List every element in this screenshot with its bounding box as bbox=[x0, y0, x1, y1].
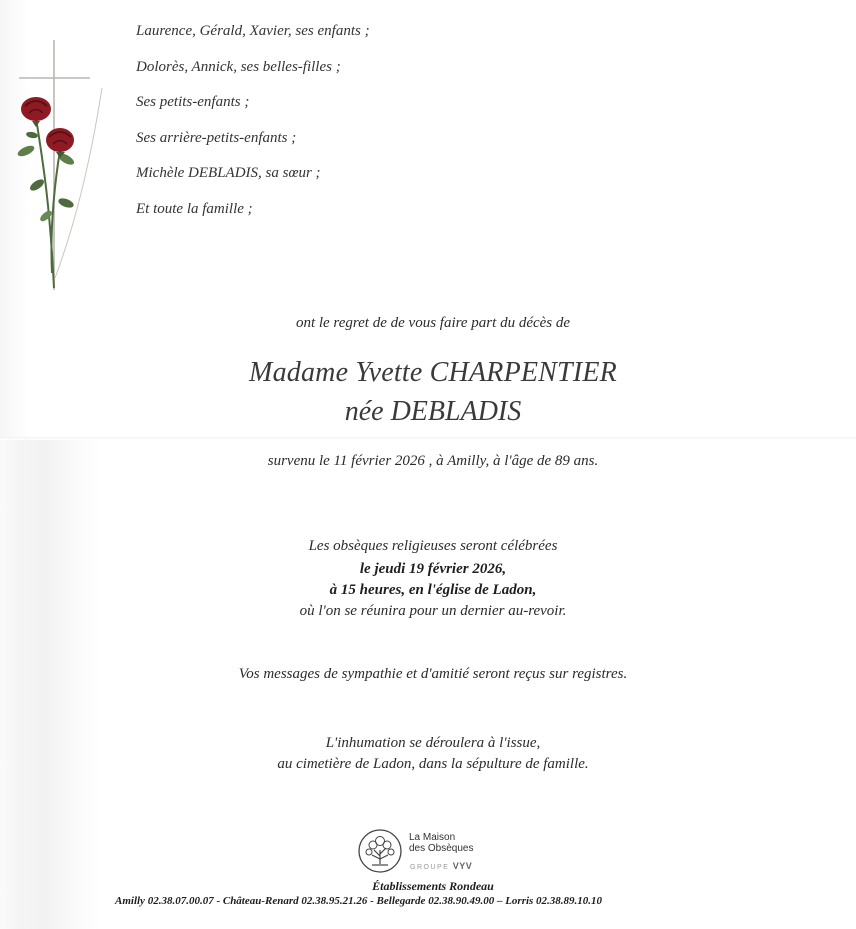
funeral-home-logo bbox=[357, 828, 507, 878]
logo-group-brand: VYV bbox=[452, 861, 473, 871]
family-line: Laurence, Gérald, Xavier, ses enfants ; bbox=[136, 23, 370, 39]
funeral-line: Les obsèques religieuses seront célébrées bbox=[308, 538, 558, 554]
family-list bbox=[136, 24, 370, 237]
family-line: Ses arrière-petits-enfants ; bbox=[136, 129, 297, 146]
cross-with-roses-icon bbox=[10, 38, 105, 293]
page-edge-shadow bbox=[0, 440, 100, 929]
agency-name: Établissements Rondeau bbox=[372, 879, 494, 893]
deceased-maiden-name: née DEBLADIS bbox=[344, 396, 522, 427]
tree-icon bbox=[357, 828, 403, 874]
logo-name: La Maison des Obsèques bbox=[409, 832, 474, 854]
death-info: survenu le 11 février 2026 , à Amilly, à l'âge de 89 ans. bbox=[267, 453, 599, 469]
paper-fold-line bbox=[0, 437, 856, 440]
condolence-messages: Vos messages de sympathie et d'amitié seront reçus sur registres. bbox=[238, 666, 628, 682]
logo-group: GROUPE VYV bbox=[410, 861, 473, 871]
burial-line: L'inhumation se déroulera à l'issue, bbox=[325, 735, 541, 751]
family-line: Michèle DEBLADIS, sa sœur ; bbox=[136, 165, 321, 181]
funeral-line: où l'on se réunira pour un dernier au-revoir. bbox=[299, 603, 567, 619]
funeral-date: le jeudi 19 février 2026, bbox=[359, 561, 507, 577]
agency-contacts: Amilly 02.38.07.00.07 - Château-Renard 02.38.95.21.26 - Bellegarde 02.38.90.49.00 – Lorris 02.38.89.10.10 bbox=[115, 895, 603, 907]
deceased-name: Madame Yvette CHARPENTIER bbox=[249, 357, 617, 388]
announcement-intro: ont le regret de de vous faire part du décès de bbox=[295, 315, 571, 331]
funeral-time-place: à 15 heures, en l'église de Ladon, bbox=[329, 582, 537, 598]
family-line: Dolorès, Annick, ses belles-filles ; bbox=[136, 58, 341, 75]
family-line: Ses petits-enfants ; bbox=[136, 94, 250, 110]
burial-line: au cimetière de Ladon, dans la sépulture de famille. bbox=[277, 756, 589, 772]
family-line: Et toute la famille ; bbox=[136, 200, 253, 217]
